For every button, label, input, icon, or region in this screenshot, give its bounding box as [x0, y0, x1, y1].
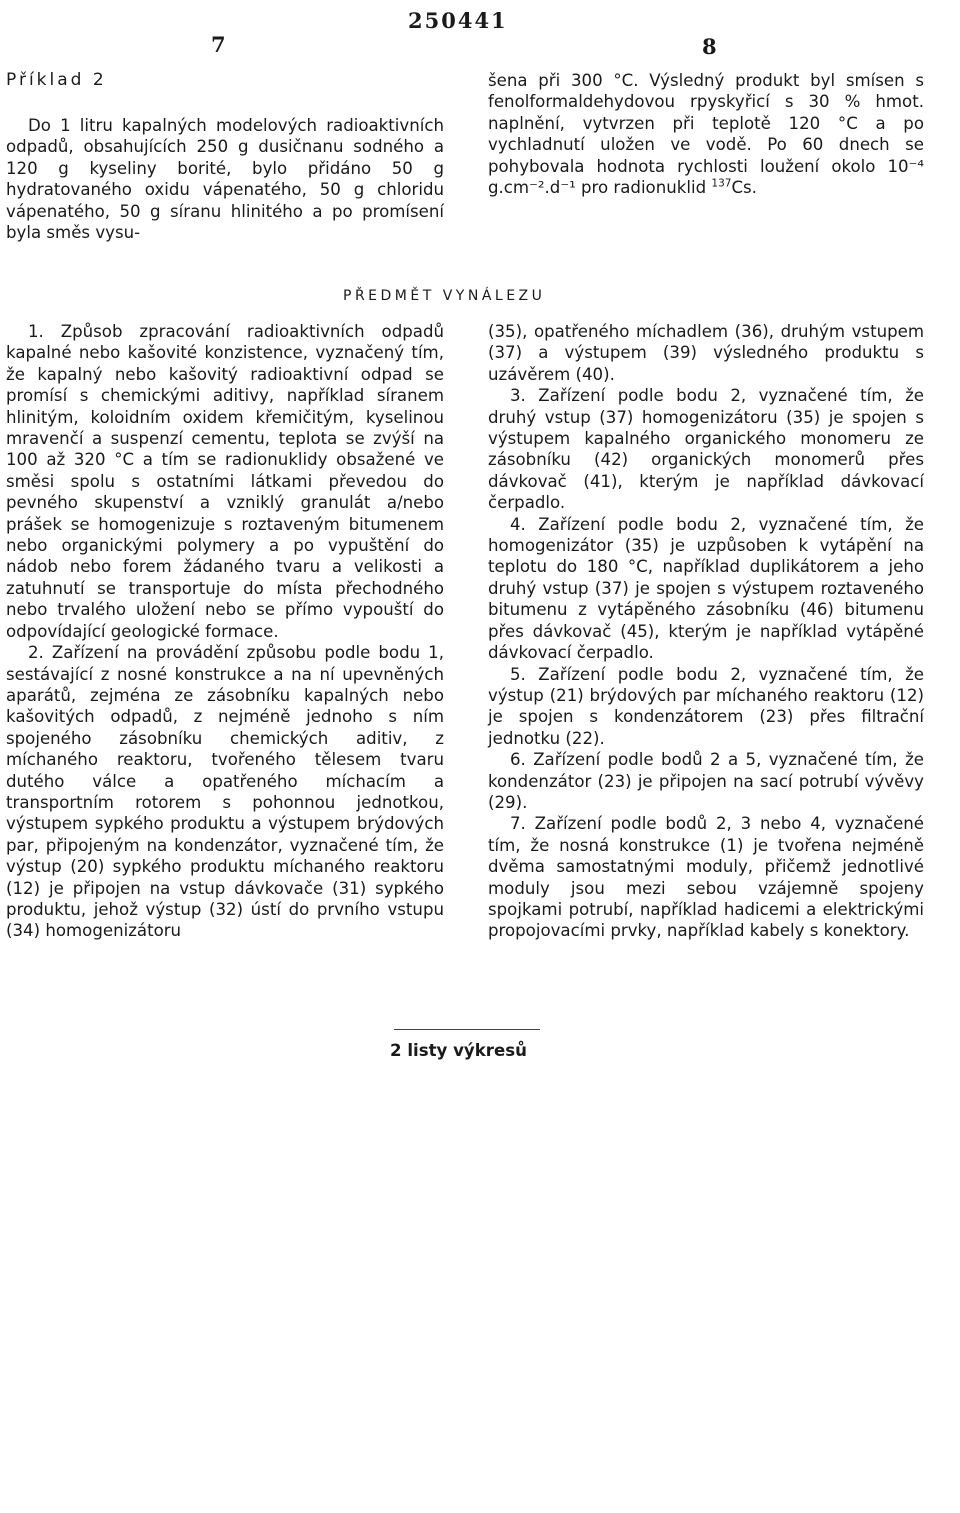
claims-column-left — [6, 321, 444, 942]
drawings-note: 2 listy výkresů — [390, 1041, 527, 1060]
example-text-right — [488, 70, 924, 198]
claims-column-right — [488, 321, 924, 942]
claim-2-part-2: (35), opatřeného míchadlem (36), druhým vstupem (37) a výstupem (39) výsledného produktu s uzávěrem (40). — [488, 322, 924, 384]
claim-1: 1. Způsob zpracování radioaktivních odpadů kapalné nebo kašovité konzistence, vyznačený tím, že kapalný nebo kašovitý radioaktivní odpad se promísí s chemickými aditivy, například síranem hlinitým, koloidním oxidem křemičitým, kyselinou mravenčí a suspenzí cementu, teplota se zvýší na 100 až 320 °C a tím se radionuklidy obsažené ve směsi spolu s ostatními látkami převedou do pevného skupenství a vzniklý granulát a/nebo prášek se homogenizuje s roztaveným bitumenem nebo organickými polymery a po vypuštění do nádob nebo forem žádaného tvaru a velikosti a zatuhnutí se transportuje do místa přechodného nebo trvalého uložení nebo se přímo vypouští do odpovídající geologické formace. — [6, 322, 444, 641]
example-heading: Příklad 2 — [6, 70, 107, 90]
example-right-main: šena při 300 °C. Výsledný produkt byl smísen s fenolformaldehydovou rpyskyřicí s 30 % hmot. naplnění, vytvrzen při teplotě 120 °C a po vychladnutí uložen ve vodě. Po 60 dnech se pohybovala hodnota rychlosti loužení okolo 10⁻⁴ g.cm⁻².d⁻¹ pro radionuklid — [488, 71, 924, 198]
isotope-symbol: Cs. — [731, 178, 757, 198]
example-paragraph-right — [488, 70, 924, 198]
section-title: PŘEDMĚT VYNÁLEZU — [343, 288, 546, 304]
page-number-left: 7 — [211, 32, 226, 57]
claim-4: 4. Zařízení podle bodu 2, vyznačené tím, že homogenizátor (35) je uzpůsoben k vytápění na teplotu do 180 °C, například duplikátorem a jeho druhý vstup (37) je spojen s výstupem roztaveného bitumenu z vytápěného zásobníku (46) bitumenu přes dávkovač (45), kterým je například vytápěné dávkovací čerpadlo. — [488, 514, 924, 663]
document-number: 250441 — [408, 8, 508, 33]
example-paragraph-left: Do 1 litru kapalných modelových radioaktivních odpadů, obsahujících 250 g dusičnanu sodného a 120 g kyseliny borité, bylo přidáno 50 g hydratovaného oxidu vápenatého, 50 g chloridu vápenatého, 50 g síranu hlinitého a po promísení byla směs vysu- — [6, 116, 444, 243]
claim-7: 7. Zařízení podle bodů 2, 3 nebo 4, vyznačené tím, že nosná konstrukce (1) je tvořena nejméně dvěma samostatnými moduly, přičemž jednotlivé moduly jsou mezi sebou vzájemně spojeny spojkami potrubí, například hadicemi a elektrickými propojovacími prvky, například kabely s konektory. — [488, 814, 924, 941]
claim-5: 5. Zařízení podle bodu 2, vyznačené tím, že výstup (21) brýdových par míchaného reaktoru (12) je spojen s kondenzátorem (23) přes filtrační jednotku (22). — [488, 664, 924, 748]
isotope-mass: 137 — [711, 177, 732, 190]
page-number-right: 8 — [702, 34, 717, 59]
claim-3: 3. Zařízení podle bodu 2, vyznačené tím, že druhý vstup (37) homogenizátoru (35) je spojen s výstupem kapalného organického monomeru ze zásobníku (42) organických monomerů přes dávkovač (41), kterým je například dávkovací čerpadlo. — [488, 386, 924, 513]
claim-6: 6. Zařízení podle bodů 2 a 5, vyznačené tím, že kondenzátor (23) je připojen na sací potrubí vývěvy (29). — [488, 750, 924, 812]
claim-2-part-1: 2. Zařízení na provádění způsobu podle bodu 1, sestávající z nosné konstrukce a na ní upevněných aparátů, zejména ze zásobníku kapalných nebo kašovitých odpadů, z nejméně jednoho s ním spojeného zásobníku chemických aditiv, z míchaného reaktoru, tvořeného tělesem tvaru dutého válce a opatřeného míchacím a transportním rotorem s pohonnou jednotkou, výstupem sypkého produktu a výstupem brýdových par, připojeným na kondenzátor, vyznačené tím, že výstup (20) sypkého produktu míchaného reaktoru (12) je připojen na vstup dávkovače (31) sypkého produktu, jehož výstup (32) ústí do prvního vstupu (34) homogenizátoru — [6, 643, 444, 941]
example-text-left — [6, 115, 444, 243]
end-divider — [394, 1029, 540, 1030]
